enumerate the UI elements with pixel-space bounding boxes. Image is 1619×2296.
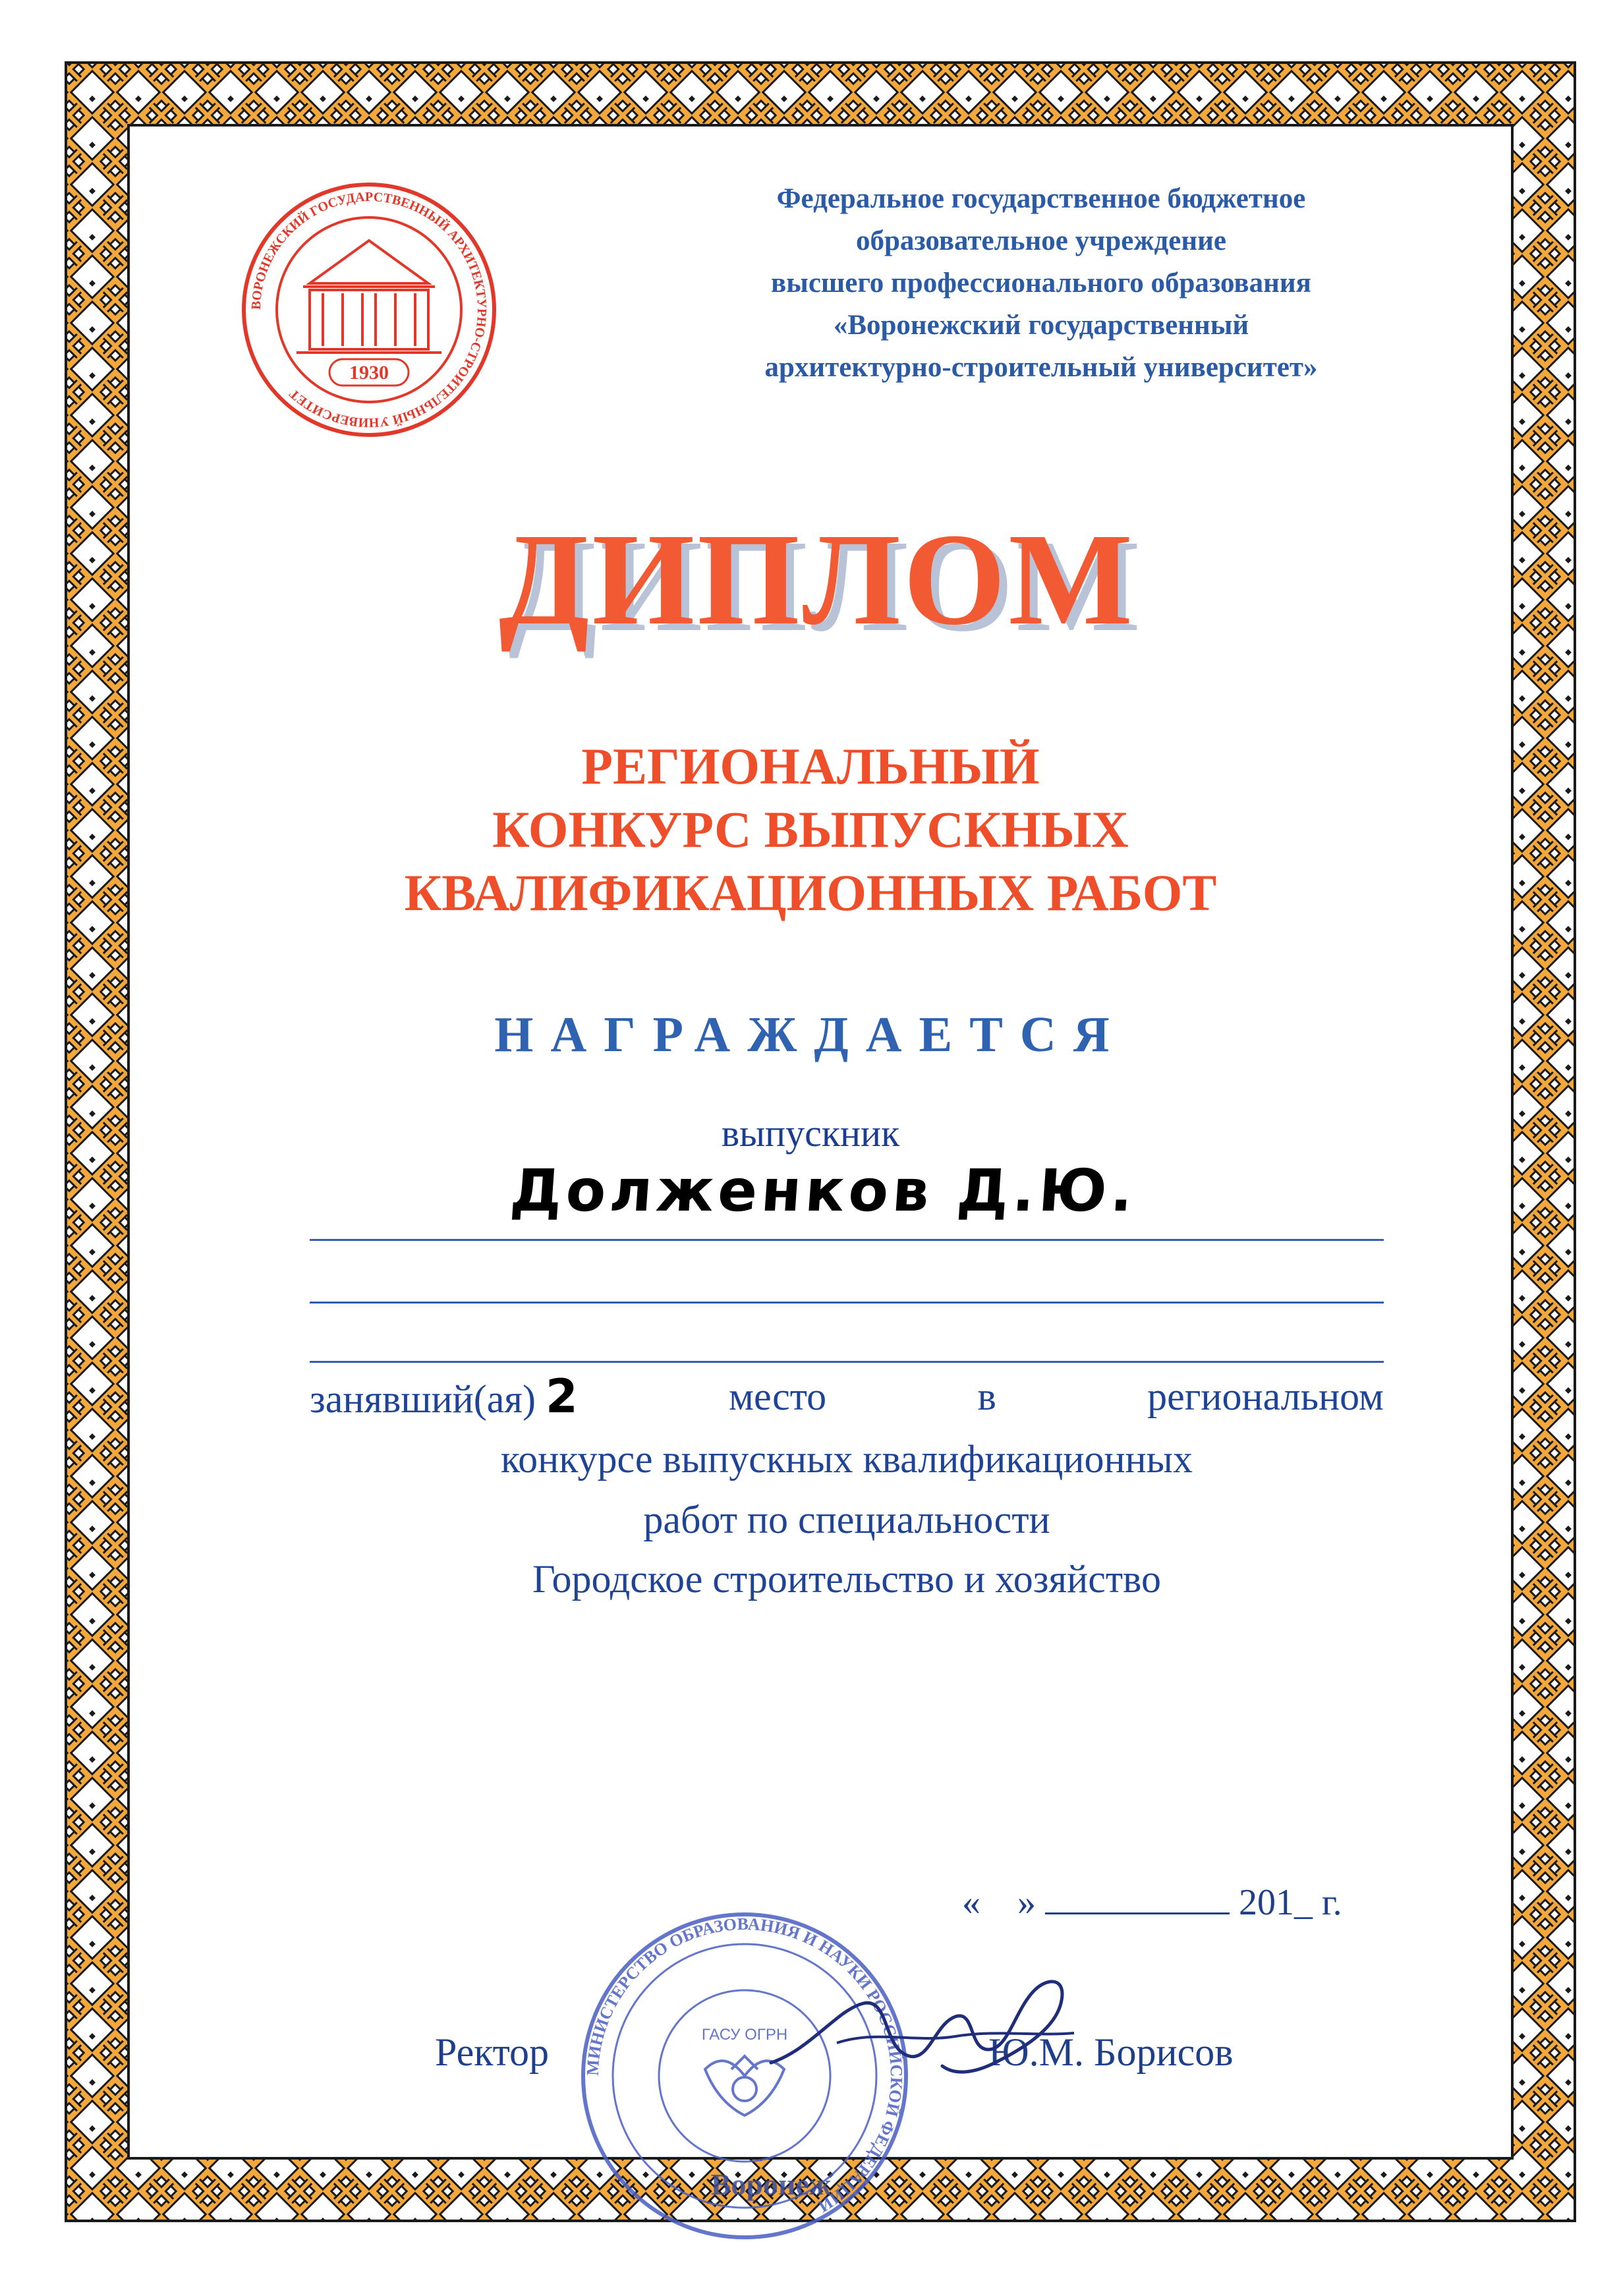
institution-header (593, 178, 1489, 389)
rector-label: Ректор (435, 2030, 549, 2074)
place-regional: региональном (1147, 1375, 1384, 1418)
date-blank (1045, 1882, 1230, 1914)
body-line: работ по специальности (643, 1498, 1050, 1541)
contest-line: КВАЛИФИКАЦИОННЫХ РАБОТ (404, 864, 1217, 921)
header-line: высшего профессионального образования (771, 268, 1311, 299)
place-in: в (977, 1375, 996, 1418)
logo-year: 1930 (349, 362, 389, 384)
university-logo (237, 178, 501, 442)
name-line-2 (310, 1302, 1384, 1304)
place-value: 2 (545, 1369, 578, 1423)
diploma-title: ДИПЛОМ (498, 507, 1136, 652)
stamp-city: Воронеж (710, 2167, 832, 2201)
date-close-quote: » (1017, 1882, 1036, 1923)
place-word: место (729, 1375, 827, 1418)
body-line: конкурсе выпускных квалификационных (501, 1437, 1193, 1481)
contest-line: КОНКУРС ВЫПУСКНЫХ (492, 801, 1129, 858)
place-row (310, 1369, 1384, 1423)
header-line: образовательное учреждение (855, 225, 1227, 256)
recipient-name: Долженков Д.Ю. (508, 1157, 1139, 1224)
date-year: 201_ г. (1239, 1882, 1342, 1923)
rector-name: Ю.М. Борисов (988, 2030, 1234, 2074)
graduate-label: выпускник (721, 1112, 900, 1155)
place-prefix: занявший(ая) (310, 1377, 536, 1421)
header-line: «Воронежский государственный (833, 310, 1249, 341)
name-line-1 (310, 1239, 1384, 1241)
logo-ring-text: ВОРОНЕЖСКИЙ ГОСУДАРСТВЕННЫЙ АРХИТЕКТУРНО-СТРОИТЕЛЬНЫЙ УНИВЕРСИТЕТ (248, 189, 490, 430)
svg-text:ВОРОНЕЖСКИЙ ГОСУДАРСТВЕННЫЙ АР (249, 190, 489, 430)
contest-title (264, 735, 1357, 925)
rector-signature (758, 1951, 1100, 2109)
name-line-3 (310, 1361, 1384, 1363)
awarded-heading: НАГРАЖДАЕТСЯ (494, 1007, 1127, 1062)
header-line: Федеральное государственное бюджетное (776, 183, 1306, 214)
stamp-ring-text: МИНИСТЕРСТВО ОБРАЗОВАНИЯ И НАУКИ РОССИЙСКОЙ ФЕДЕРАЦИИ (582, 1914, 907, 2216)
date-line (962, 1881, 1390, 1924)
contest-line: РЕГИОНАЛЬНЫЙ (581, 737, 1040, 795)
stamp-inner-text: ГАСУ ОГРН (701, 2026, 788, 2044)
date-open-quote: « (962, 1882, 980, 1923)
header-line: архитектурно-строительный университет» (764, 352, 1318, 383)
specialty-line: Городское строительство и хозяйство (532, 1557, 1161, 1601)
